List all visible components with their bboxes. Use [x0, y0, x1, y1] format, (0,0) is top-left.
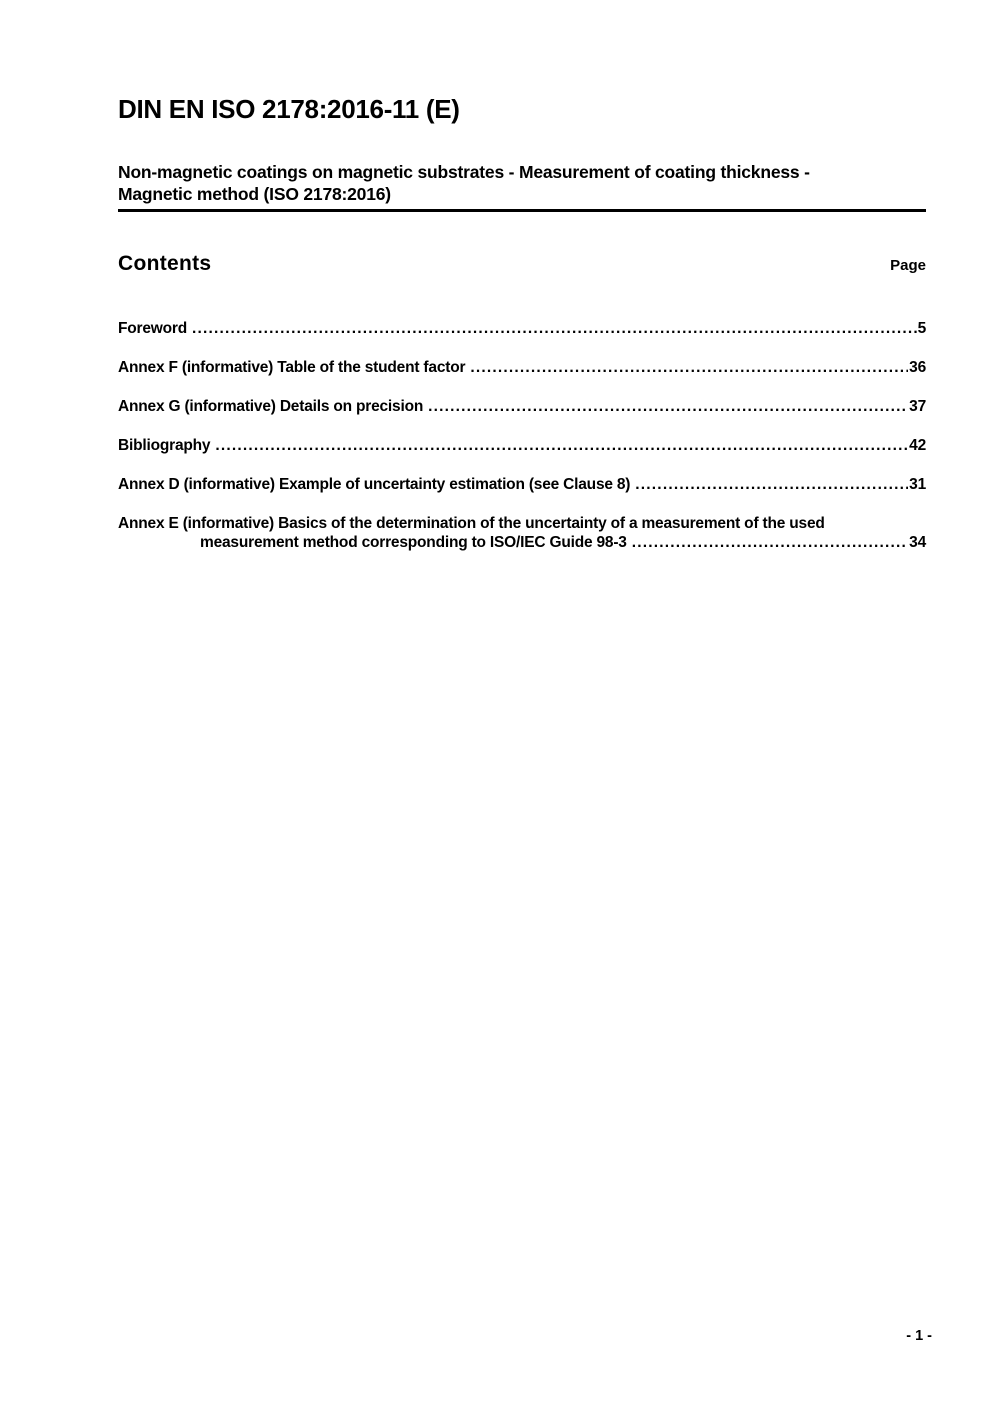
- document-page: [118, 0, 926, 572]
- toc-entry-annex-g: [118, 397, 926, 416]
- toc-entry-foreword: [118, 319, 926, 338]
- document-title: [118, 161, 926, 212]
- contents-header-row: [118, 252, 926, 276]
- toc-entry-page: 36: [909, 359, 926, 376]
- document-title-line2: Magnetic method (ISO 2178:2016): [118, 184, 391, 204]
- toc-dot-leader: [632, 533, 908, 552]
- toc-entry-label: Foreword: [118, 320, 188, 337]
- footer-page-number: - 1 -: [906, 1328, 932, 1344]
- toc-entry-page: 5: [917, 320, 926, 337]
- toc-entry-annex-f: [118, 358, 926, 377]
- standard-code-heading: DIN EN ISO 2178:2016-11 (E): [118, 94, 460, 124]
- toc-entry-page: 37: [909, 398, 926, 415]
- toc-entry-label: Annex D (informative) Example of uncertainty estimation (see Clause 8): [118, 476, 631, 493]
- toc-entry-label: Annex G (informative) Details on precision: [118, 398, 424, 415]
- toc-entry-label: Annex F (informative) Table of the student factor: [118, 359, 466, 376]
- toc-entry-bibliography: [118, 436, 926, 455]
- toc-entry-page: 34: [909, 534, 926, 551]
- toc-entry-annex-e: [118, 514, 926, 552]
- toc-dot-leader: [192, 319, 917, 338]
- table-of-contents: [118, 319, 926, 552]
- toc-entry-annex-d: [118, 475, 926, 494]
- toc-dot-leader: [470, 358, 908, 377]
- toc-dot-leader: [635, 475, 908, 494]
- contents-heading: Contents: [118, 252, 212, 275]
- toc-entry-page: 42: [909, 437, 926, 454]
- toc-entry-label-line2: measurement method corresponding to ISO/IEC Guide 98-3: [200, 534, 627, 551]
- toc-entry-page: 31: [909, 476, 926, 493]
- page-column-label: Page: [890, 257, 926, 274]
- toc-entry-label-line1: Annex E (informative) Basics of the determination of the uncertainty of a measurement of the used: [118, 515, 825, 532]
- document-title-line1: Non-magnetic coatings on magnetic substrates - Measurement of coating thickness -: [118, 162, 810, 182]
- toc-dot-leader: [215, 436, 908, 455]
- toc-entry-label: Bibliography: [118, 437, 211, 454]
- toc-dot-leader: [428, 397, 908, 416]
